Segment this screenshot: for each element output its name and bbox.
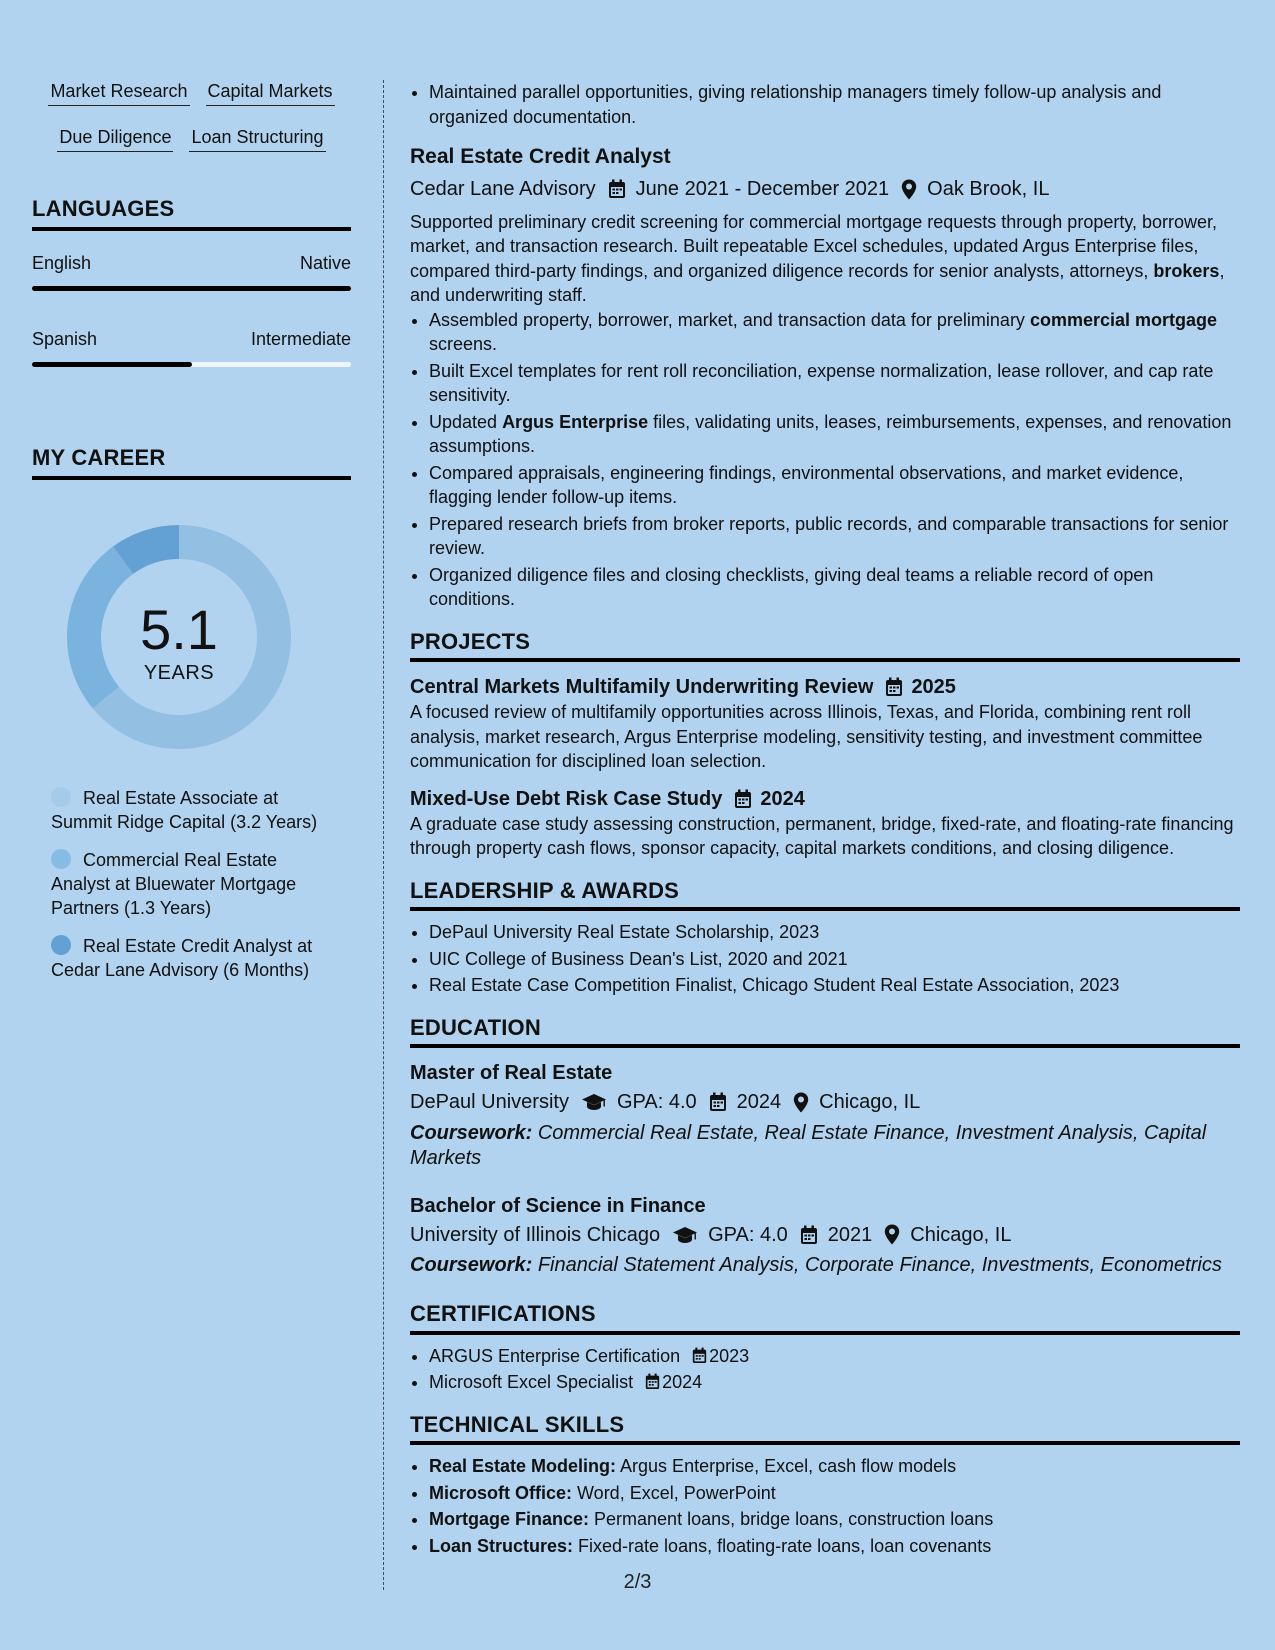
legend-label: Real Estate Credit Analyst at Cedar Lane Advisory (6 Months) xyxy=(51,936,313,980)
school-name: University of Illinois Chicago xyxy=(410,1223,661,1246)
job-dates: June 2021 - December 2021 xyxy=(635,178,890,200)
education-meta xyxy=(410,1090,1240,1115)
skill-value: Permanent loans, bridge loans, construction loans xyxy=(589,1509,994,1529)
language-item xyxy=(32,329,351,367)
bullet-text: screens. xyxy=(429,334,498,354)
award-item: • DePaul University Real Estate Scholarship, 2023 xyxy=(429,920,1240,945)
school-location: Chicago, IL xyxy=(819,1091,921,1113)
language-name: Spanish xyxy=(32,329,98,349)
skill-label: Loan Structures: xyxy=(429,1535,574,1556)
certification-name: Microsoft Excel Specialist xyxy=(429,1372,634,1392)
bullet-text: Updated xyxy=(429,411,503,432)
calendar-icon xyxy=(645,1373,660,1390)
legend-label: Commercial Real Estate Analyst at Bluewater Mortgage Partners (1.3 Years) xyxy=(51,850,297,918)
job-title: Real Estate Credit Analyst xyxy=(410,145,671,168)
calendar-icon xyxy=(608,179,626,199)
skill-label: Mortgage Finance: xyxy=(429,1509,590,1529)
career-donut-chart xyxy=(66,524,292,750)
legend-item xyxy=(51,934,326,982)
gpa: GPA: 4.0 xyxy=(708,1223,788,1246)
career-total: 5.1 xyxy=(140,598,218,661)
certification-item xyxy=(429,1344,1240,1369)
certification-year: 2023 xyxy=(709,1345,750,1366)
bullet-text: Assembled property, borrower, market, and transaction data for preliminary xyxy=(429,309,1030,330)
grad-year: 2024 xyxy=(736,1091,782,1113)
skill-item xyxy=(429,1534,1240,1559)
skill-value: Argus Enterprise, Excel, cash flow models xyxy=(616,1456,957,1476)
bullet-item xyxy=(429,308,1240,357)
leadership-heading: LEADERSHIP & AWARDS xyxy=(410,879,1240,912)
bullet-item: • Built Excel templates for rent roll reconciliation, expense normalization, lease rollover, and cap rate sensitivity. xyxy=(429,359,1240,408)
legend-dot xyxy=(51,849,71,869)
project-year: 2025 xyxy=(911,676,956,698)
prev-job-bullets xyxy=(410,80,1240,129)
school-location: Chicago, IL xyxy=(910,1223,1012,1246)
degree-title: Master of Real Estate xyxy=(410,1062,613,1084)
legend-item xyxy=(51,848,326,920)
column-divider xyxy=(383,80,384,1590)
bullet-item: • Organized diligence files and closing checklists, giving deal teams a reliable record of open conditions. xyxy=(429,563,1240,612)
language-item xyxy=(32,253,351,291)
skill-item xyxy=(429,1481,1240,1506)
gpa: GPA: 4.0 xyxy=(616,1091,697,1113)
legend-dot xyxy=(51,787,71,807)
project-name: Mixed-Use Debt Risk Case Study xyxy=(410,787,723,810)
bullet-text: files, validating units, leases, reimbursements, expenses, and renovation assumptions. xyxy=(429,411,1232,456)
bullet-item xyxy=(429,410,1240,459)
calendar-icon xyxy=(800,1225,818,1245)
education-meta xyxy=(410,1223,1240,1248)
coursework-label: Coursework: xyxy=(410,1254,533,1276)
certification-name: ARGUS Enterprise Certification xyxy=(429,1345,681,1366)
bullet-item: • Compared appraisals, engineering findings, environmental observations, and market evidence, flagging lender follow-up items. xyxy=(429,461,1240,510)
skill-tags xyxy=(32,80,351,152)
skill-tag: Loan Structuring xyxy=(189,126,325,152)
legend-item xyxy=(51,786,326,834)
technical-skills-heading: TECHNICAL SKILLS xyxy=(410,1413,1240,1446)
calendar-icon xyxy=(734,789,752,809)
legend-dot xyxy=(51,935,71,955)
career-heading: MY CAREER xyxy=(32,445,351,480)
leadership-list xyxy=(410,920,1240,998)
calendar-icon xyxy=(709,1092,727,1112)
calendar-icon xyxy=(885,677,903,697)
project-title xyxy=(410,674,1240,700)
certification-item xyxy=(429,1370,1240,1395)
certifications-heading: CERTIFICATIONS xyxy=(410,1302,1240,1335)
job-location: Oak Brook, IL xyxy=(927,178,1050,200)
education-heading: EDUCATION xyxy=(410,1016,1240,1049)
skill-tag: Due Diligence xyxy=(57,126,173,152)
grad-year: 2021 xyxy=(827,1223,873,1246)
project-description: A graduate case study assessing construction, permanent, bridge, fixed-rate, and floating-rate financing through property cash flows, sponsor capacity, capital markets conditions, and closing diligence. xyxy=(410,813,1234,858)
project-title xyxy=(410,786,1240,812)
company-name: Cedar Lane Advisory xyxy=(410,178,596,200)
award-item: • UIC College of Business Dean's List, 2020 and 2021 xyxy=(429,947,1240,972)
school-name: DePaul University xyxy=(410,1091,569,1113)
skill-tag: Capital Markets xyxy=(206,80,335,106)
proficiency-bar xyxy=(32,286,351,291)
skill-value: Word, Excel, PowerPoint xyxy=(572,1482,776,1503)
graduation-cap-icon xyxy=(581,1093,607,1111)
bullet-bold: commercial mortgage xyxy=(1029,309,1218,330)
bullet-item: • Maintained parallel opportunities, giving relationship managers timely follow-up analysis and organized documentation. xyxy=(429,80,1240,129)
skill-item xyxy=(429,1507,1240,1532)
sidebar xyxy=(32,80,351,996)
career-unit: YEARS xyxy=(143,662,215,684)
job-meta xyxy=(410,177,1240,202)
coursework-list: Commercial Real Estate, Real Estate Finance, Investment Analysis, Capital Markets xyxy=(410,1121,1207,1169)
graduation-cap-icon xyxy=(672,1226,698,1244)
page-number: 2/3 xyxy=(623,1571,652,1593)
summary-bold: brokers xyxy=(1153,260,1220,281)
calendar-icon xyxy=(692,1347,707,1364)
projects-heading: PROJECTS xyxy=(410,630,1240,663)
coursework xyxy=(410,1121,1240,1171)
skill-label: Microsoft Office: xyxy=(429,1482,573,1503)
career-legend xyxy=(51,786,326,982)
language-level: Intermediate xyxy=(250,329,351,349)
languages-heading: LANGUAGES xyxy=(32,196,351,231)
skill-tag: Market Research xyxy=(48,80,189,106)
coursework-label: Coursework: xyxy=(410,1121,533,1144)
skill-value: Fixed-rate loans, floating-rate loans, loan covenants xyxy=(573,1535,992,1556)
summary-text: Supported preliminary credit screening for commercial mortgage requests through property, borrower, market, and transaction research. Built repeatable Excel schedules, updated Argus Enterprise files, compared third-party findings, and organized diligence records for senior analysts, attorneys, xyxy=(410,211,1218,281)
project-name: Central Markets Multifamily Underwriting Review xyxy=(410,676,874,698)
bullet-item: • Prepared research briefs from broker reports, public records, and comparable transactions for senior review. xyxy=(429,512,1240,561)
certification-list xyxy=(410,1344,1240,1395)
degree-title: Bachelor of Science in Finance xyxy=(410,1194,706,1217)
map-pin-icon xyxy=(884,1224,900,1245)
award-item: • Real Estate Case Competition Finalist, Chicago Student Real Estate Association, 2023 xyxy=(429,973,1240,998)
map-pin-icon xyxy=(793,1092,809,1113)
language-level: Native xyxy=(299,253,351,273)
skill-label: Real Estate Modeling: xyxy=(429,1456,617,1476)
skill-item xyxy=(429,1454,1240,1479)
proficiency-fill xyxy=(32,362,192,367)
project-year: 2024 xyxy=(760,787,805,810)
language-name: English xyxy=(32,253,92,273)
legend-label: Real Estate Associate at Summit Ridge Capital (3.2 Years) xyxy=(51,788,318,832)
main-content xyxy=(410,80,1240,1560)
bullet-bold: Argus Enterprise xyxy=(502,411,649,432)
coursework-list: Financial Statement Analysis, Corporate Finance, Investments, Econometrics xyxy=(537,1254,1222,1276)
coursework xyxy=(410,1253,1240,1278)
job-bullets xyxy=(410,308,1240,612)
certification-year: 2024 xyxy=(662,1372,703,1392)
proficiency-bar xyxy=(32,362,351,367)
project-description: A focused review of multifamily opportunities across Illinois, Texas, and Florida, combining rent roll analysis, market research, Argus Enterprise modeling, sensitivity testing, and investment committee communication for disciplined loan selection. xyxy=(410,702,1203,771)
map-pin-icon xyxy=(901,179,917,200)
skills-list xyxy=(410,1454,1240,1558)
proficiency-fill xyxy=(32,286,351,291)
job-summary xyxy=(410,210,1240,308)
summary-text: , and underwriting staff. xyxy=(410,260,1225,305)
